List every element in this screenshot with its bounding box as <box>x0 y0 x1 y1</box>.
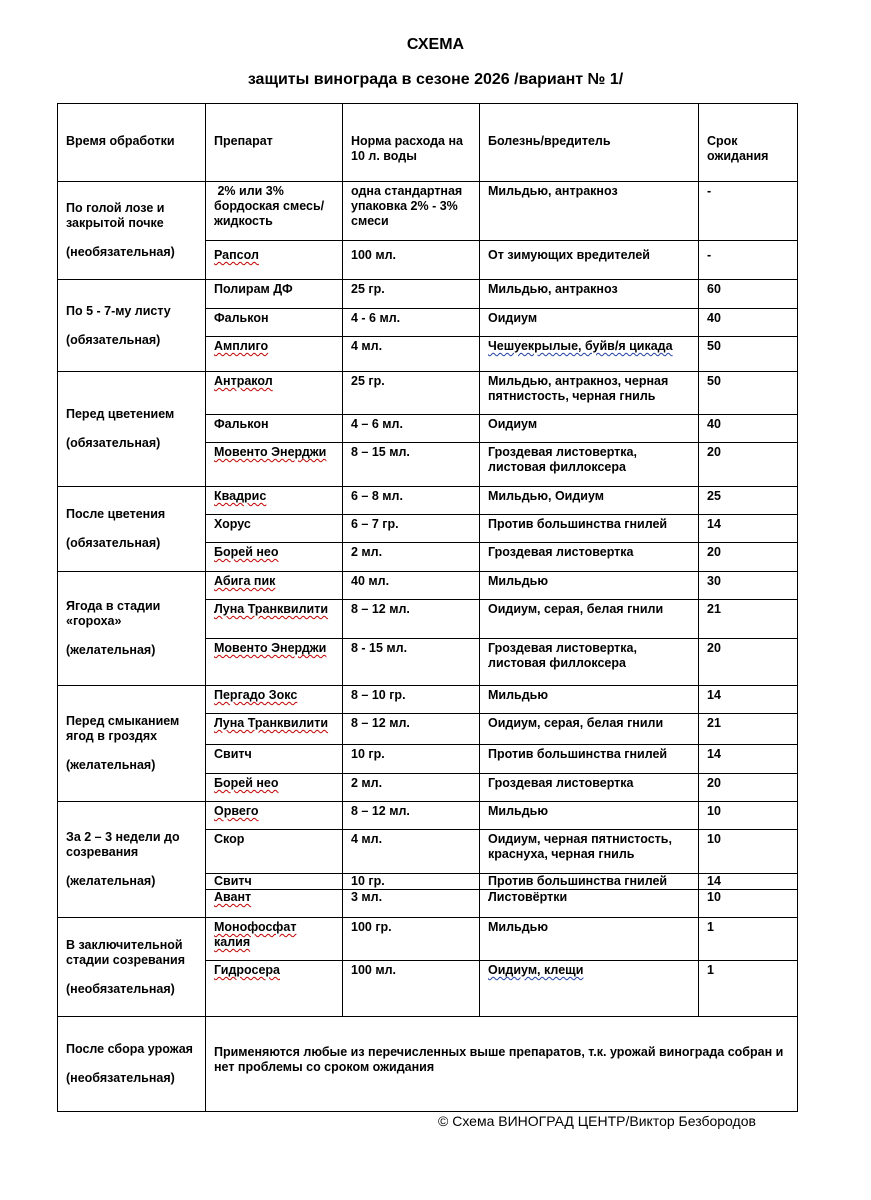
target-pest: Против большинства гнилей <box>488 517 668 531</box>
stage-status: (желательная) <box>66 758 156 772</box>
stage-name: Перед смыканием ягод в гроздях <box>66 714 180 743</box>
stage-status: (обязательная) <box>66 536 161 550</box>
drug-name: Квадрис <box>214 489 267 503</box>
drug-name: Гидросера <box>214 963 280 977</box>
drug-name: Пергадо Зокс <box>214 688 298 702</box>
drug-name: Абига пик <box>214 574 276 588</box>
waiting-period: 10 <box>707 804 721 818</box>
stage-status: (необязательная) <box>66 981 175 996</box>
waiting-period: 40 <box>707 417 721 431</box>
drug-name: Рапсол <box>214 248 259 262</box>
target-pest: Оидиум, серая, белая гнили <box>488 602 664 616</box>
stage-status: (обязательная) <box>66 436 161 450</box>
target-pest: Мильдью, антракноз <box>488 184 618 198</box>
drug-name: Скор <box>214 832 245 846</box>
dosage: 100 гр. <box>351 920 392 934</box>
dosage: 8 – 12 мл. <box>351 804 410 818</box>
dosage: 2 мл. <box>351 776 383 790</box>
drug-name: Фалькон <box>214 417 269 431</box>
target-pest: Гроздевая листовертка <box>488 545 634 559</box>
dosage: 10 гр. <box>351 874 385 888</box>
dosage: 2 мл. <box>351 545 383 559</box>
header-target: Болезнь/вредитель <box>480 104 699 182</box>
drug-name: Луна Транквилити <box>214 602 329 616</box>
waiting-period: 50 <box>707 374 721 388</box>
stage-status: (желательная) <box>66 874 156 888</box>
drug-name: Свитч <box>214 747 252 761</box>
table-row <box>58 572 798 600</box>
dosage: 8 – 12 мл. <box>351 602 410 616</box>
waiting-period: 21 <box>707 602 721 616</box>
dosage: 4 – 6 мл. <box>351 417 403 431</box>
stage-name: Перед цветением <box>66 407 175 421</box>
stage-status: (необязательная) <box>66 245 175 259</box>
target-pest: Против большинства гнилей <box>488 874 668 888</box>
stage-cell <box>58 280 206 372</box>
target-pest: От зимующих вредителей <box>488 248 650 262</box>
dosage: 4 мл. <box>351 339 383 353</box>
table-row <box>58 686 798 714</box>
table-row <box>58 372 798 415</box>
target-pest: Мильдью <box>488 574 549 588</box>
stage-status: (желательная) <box>66 643 156 657</box>
stage-cell <box>58 572 206 686</box>
dosage: 100 мл. <box>351 248 396 262</box>
table-row <box>58 918 798 961</box>
stage-cell <box>58 372 206 487</box>
header-rate: Норма расхода на 10 л. воды <box>343 104 480 182</box>
target-pest: Оидиум <box>488 311 538 325</box>
target-pest: Гроздевая листовертка <box>488 776 634 790</box>
target-pest: Мильдью <box>488 920 549 934</box>
target-pest: Листовёртки <box>488 890 568 904</box>
stage-cell <box>58 182 206 280</box>
header-time: Время обработки <box>58 104 206 182</box>
page-title: СХЕМА <box>406 36 465 53</box>
dosage: 4 мл. <box>351 832 383 846</box>
stage-name: Ягода в стадии «гороха» <box>66 599 161 628</box>
stage-cell <box>58 1017 206 1112</box>
target-pest: Оидиум, клещи <box>488 963 584 977</box>
target-pest: Оидиум, серая, белая гнили <box>488 716 664 730</box>
drug-name: 2% или 3% бордоская смесь/жидкость <box>214 184 325 228</box>
drug-name: Луна Транквилити <box>214 716 329 730</box>
target-pest: Оидиум <box>488 417 538 431</box>
waiting-period: 20 <box>707 445 721 459</box>
drug-name: Фалькон <box>214 311 269 325</box>
table-row <box>58 802 798 830</box>
dosage: 8 – 15 мл. <box>351 445 410 459</box>
header-row <box>58 104 798 182</box>
drug-name: Орвего <box>214 804 259 818</box>
note-text: Применяются любые из перечисленных выше препаратов, т.к. урожай винограда собран и нет проблемы со сроком ожидания <box>214 1045 784 1074</box>
stage-name: После сбора урожая <box>66 1042 193 1056</box>
waiting-period: 40 <box>707 311 721 325</box>
dosage: 100 мл. <box>351 963 396 977</box>
drug-name: Мовенто Энерджи <box>214 445 327 459</box>
copyright-footer: © Схема ВИНОГРАД ЦЕНТР/Виктор Безбородов <box>438 1113 756 1129</box>
target-pest: Мильдью, антракноз, черная пятнистость, черная гниль <box>488 374 669 403</box>
waiting-period: 1 <box>707 920 714 934</box>
stage-cell <box>58 918 206 1017</box>
dosage: 4 - 6 мл. <box>351 311 401 325</box>
waiting-period: 25 <box>707 489 721 503</box>
drug-name: Свитч <box>214 874 252 888</box>
dosage: одна стандартная упаковка 2% - 3% смеси <box>351 184 463 228</box>
waiting-period: 14 <box>707 747 721 761</box>
dosage: 8 - 15 мл. <box>351 641 408 655</box>
dosage: 8 – 10 гр. <box>351 688 406 702</box>
dosage: 25 гр. <box>351 374 385 388</box>
waiting-period: - <box>707 184 712 198</box>
drug-name: Антракол <box>214 374 273 388</box>
target-pest: Гроздевая листовертка, листовая филлоксера <box>488 641 637 670</box>
drug-name: Амплиго <box>214 339 269 353</box>
waiting-period: 14 <box>707 688 721 702</box>
stage-name: По голой лозе и закрытой почке <box>66 201 165 230</box>
waiting-period: 10 <box>707 890 721 904</box>
waiting-period: 20 <box>707 641 721 655</box>
target-pest: Чешуекрылые, буйв/я цикада <box>488 339 673 353</box>
stage-name: За 2 – 3 недели до созревания <box>66 830 180 859</box>
stage-cell <box>58 802 206 918</box>
drug-name: Мовенто Энерджи <box>214 641 327 655</box>
dosage: 6 – 8 мл. <box>351 489 403 503</box>
waiting-period: 14 <box>707 517 721 531</box>
dosage: 40 мл. <box>351 574 390 588</box>
dosage: 3 мл. <box>351 890 383 904</box>
dosage: 25 гр. <box>351 282 385 296</box>
header-drug: Препарат <box>206 104 343 182</box>
drug-name: Борей нео <box>214 776 279 790</box>
waiting-period: 30 <box>707 574 721 588</box>
stage-cell <box>58 686 206 802</box>
waiting-period: 50 <box>707 339 721 353</box>
page-subtitle: защиты винограда в сезоне 2026 /вариант № 1/ <box>247 71 624 88</box>
waiting-period: 60 <box>707 282 721 296</box>
waiting-period: 14 <box>707 874 721 888</box>
dosage: 8 – 12 мл. <box>351 716 410 730</box>
target-pest: Мильдью, антракноз <box>488 282 618 296</box>
drug-name: Полирам ДФ <box>214 282 293 296</box>
stage-name: По 5 - 7-му листу <box>66 303 171 318</box>
target-pest: Против большинства гнилей <box>488 747 668 761</box>
waiting-period: 1 <box>707 963 714 977</box>
waiting-period: 20 <box>707 776 721 790</box>
target-pest: Оидиум, черная пятнистость, краснуха, черная гниль <box>488 832 672 861</box>
target-pest: Мильдью <box>488 804 549 818</box>
target-pest: Мильдью, Оидиум <box>488 489 605 503</box>
stage-name: После цветения <box>66 507 166 521</box>
stage-cell <box>58 487 206 572</box>
table-row <box>58 487 798 515</box>
stage-status: (необязательная) <box>66 1071 175 1085</box>
target-pest: Гроздевая листовертка, листовая филлоксера <box>488 445 637 474</box>
waiting-period: - <box>707 248 712 262</box>
drug-name: Борей нео <box>214 545 279 559</box>
waiting-period: 10 <box>707 832 721 846</box>
dosage: 6 – 7 гр. <box>351 517 399 531</box>
drug-name: Хорус <box>214 517 251 531</box>
stage-name: В заключительной стадии созревания <box>66 937 186 967</box>
table-row <box>58 182 798 241</box>
dosage: 10 гр. <box>351 747 385 761</box>
protection-schedule-table <box>57 103 798 1112</box>
table-row <box>58 1017 798 1112</box>
waiting-period: 20 <box>707 545 721 559</box>
header-wait: Срок ожидания <box>699 104 798 182</box>
waiting-period: 21 <box>707 716 721 730</box>
target-pest: Мильдью <box>488 688 549 702</box>
stage-status: (обязательная) <box>66 332 161 347</box>
drug-name: Авант <box>214 890 252 904</box>
drug-name: Монофосфат калия <box>214 920 297 949</box>
table-row <box>58 280 798 309</box>
